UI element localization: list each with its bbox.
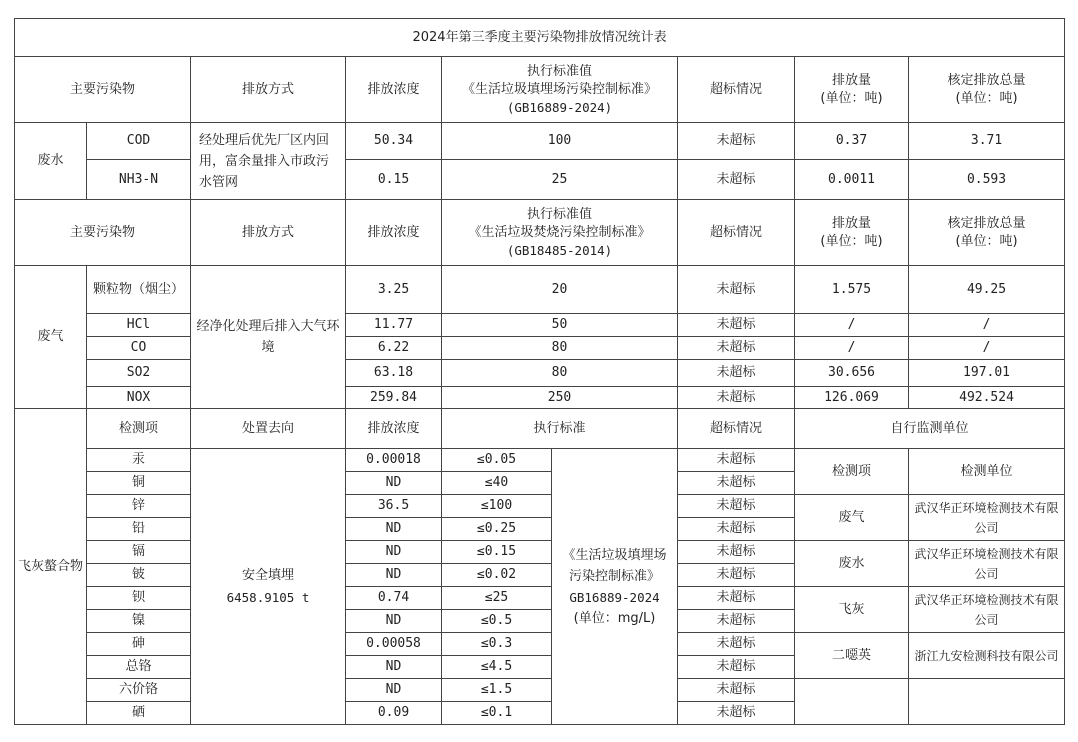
ash-conc: 0.00058	[346, 633, 442, 656]
ash-item: 铅	[87, 518, 191, 541]
gas-total: 49.25	[909, 266, 1065, 314]
monitor-item: 飞灰	[795, 587, 909, 633]
ash-conc: ND	[346, 564, 442, 587]
table-row	[15, 449, 1065, 472]
ash-limit: ≤40	[442, 472, 552, 495]
water-total: 3.71	[909, 123, 1065, 160]
ash-exceed: 未超标	[678, 541, 795, 564]
table-row	[15, 160, 1065, 200]
ash-item: 砷	[87, 633, 191, 656]
monitor-item: 废气	[795, 495, 909, 541]
water-hdr-total: 核定排放总量 (单位：吨)	[909, 57, 1065, 123]
ash-exceed: 未超标	[678, 495, 795, 518]
ash-hdr-conc: 排放浓度	[346, 409, 442, 449]
gas-amount: 1.575	[795, 266, 909, 314]
gas-hdr-amount: 排放量 (单位：吨)	[795, 200, 909, 266]
monitor-unit: 武汉华正环境检测技术有限公司	[909, 587, 1065, 633]
water-method: 经处理后优先厂区内回用，富余量排入市政污水管网	[191, 123, 346, 200]
monitor-unit: 武汉华正环境检测技术有限公司	[909, 541, 1065, 587]
water-category: 废水	[15, 123, 87, 200]
ash-exceed: 未超标	[678, 610, 795, 633]
monitor-item: 废水	[795, 541, 909, 587]
ash-hdr-standard: 执行标准	[442, 409, 678, 449]
ash-category: 飞灰螯合物	[15, 409, 87, 725]
gas-exceed: 未超标	[678, 387, 795, 409]
table-row	[15, 360, 1065, 387]
table-row	[15, 337, 1065, 360]
table-row	[15, 387, 1065, 409]
gas-item: 颗粒物（烟尘）	[87, 266, 191, 314]
ash-limit: ≤0.15	[442, 541, 552, 564]
ash-conc: ND	[346, 679, 442, 702]
ash-exceed: 未超标	[678, 656, 795, 679]
water-hdr-exceed: 超标情况	[678, 57, 795, 123]
ash-limit: ≤1.5	[442, 679, 552, 702]
gas-item: HCl	[87, 314, 191, 337]
ash-limit: ≤0.3	[442, 633, 552, 656]
ash-exceed: 未超标	[678, 449, 795, 472]
monitor-hdr-item: 检测项	[795, 449, 909, 495]
ash-conc: 0.74	[346, 587, 442, 610]
table-row	[15, 541, 1065, 564]
gas-total: /	[909, 314, 1065, 337]
gas-amount: 30.656	[795, 360, 909, 387]
monitor-hdr-unit: 检测单位	[909, 449, 1065, 495]
gas-item: SO2	[87, 360, 191, 387]
ash-exceed: 未超标	[678, 587, 795, 610]
ash-exceed: 未超标	[678, 702, 795, 725]
gas-amount: /	[795, 314, 909, 337]
gas-std: 50	[442, 314, 678, 337]
monitor-item: 二噁英	[795, 633, 909, 679]
ash-limit: ≤25	[442, 587, 552, 610]
ash-hdr-disposal: 处置去向	[191, 409, 346, 449]
ash-item: 铍	[87, 564, 191, 587]
gas-amount: /	[795, 337, 909, 360]
gas-hdr-standard: 执行标准值 《生活垃圾焚烧污染控制标准》 (GB18485-2014)	[442, 200, 678, 266]
gas-method: 经净化处理后排入大气环境	[191, 266, 346, 409]
gas-category: 废气	[15, 266, 87, 409]
table-row	[15, 495, 1065, 518]
water-hdr-standard: 执行标准值 《生活垃圾填埋场污染控制标准》 (GB16889-2024)	[442, 57, 678, 123]
gas-conc: 11.77	[346, 314, 442, 337]
ash-item: 六价铬	[87, 679, 191, 702]
gas-hdr-method: 排放方式	[191, 200, 346, 266]
water-conc: 50.34	[346, 123, 442, 160]
water-amount: 0.0011	[795, 160, 909, 200]
ash-conc: 36.5	[346, 495, 442, 518]
gas-exceed: 未超标	[678, 266, 795, 314]
ash-item: 硒	[87, 702, 191, 725]
water-amount: 0.37	[795, 123, 909, 160]
ash-item: 总铬	[87, 656, 191, 679]
ash-limit: ≤0.5	[442, 610, 552, 633]
gas-hdr-pollutant: 主要污染物	[15, 200, 191, 266]
gas-hdr-conc: 排放浓度	[346, 200, 442, 266]
ash-limit: ≤100	[442, 495, 552, 518]
ash-item: 镉	[87, 541, 191, 564]
water-item: COD	[87, 123, 191, 160]
ash-limit: ≤0.25	[442, 518, 552, 541]
ash-conc: ND	[346, 610, 442, 633]
ash-exceed: 未超标	[678, 564, 795, 587]
report-title: 2024年第三季度主要污染物排放情况统计表	[15, 19, 1065, 57]
water-hdr-conc: 排放浓度	[346, 57, 442, 123]
ash-item: 钡	[87, 587, 191, 610]
ash-header-row	[15, 409, 1065, 449]
ash-disposal: 安全填埋 6458.9105 t	[191, 449, 346, 725]
ash-exceed: 未超标	[678, 472, 795, 495]
table-row	[15, 266, 1065, 314]
ash-item: 铜	[87, 472, 191, 495]
ash-hdr-monitor: 自行监测单位	[795, 409, 1065, 449]
gas-total: 197.01	[909, 360, 1065, 387]
gas-item: CO	[87, 337, 191, 360]
water-hdr-amount: 排放量 (单位：吨)	[795, 57, 909, 123]
water-total: 0.593	[909, 160, 1065, 200]
pollutant-report-table	[14, 18, 1065, 725]
water-header-row	[15, 57, 1065, 123]
table-row	[15, 123, 1065, 160]
gas-std: 250	[442, 387, 678, 409]
ash-hdr-exceed: 超标情况	[678, 409, 795, 449]
gas-amount: 126.069	[795, 387, 909, 409]
water-item: NH3-N	[87, 160, 191, 200]
gas-header-row	[15, 200, 1065, 266]
table-row	[15, 679, 1065, 702]
ash-conc: ND	[346, 656, 442, 679]
ash-exceed: 未超标	[678, 518, 795, 541]
ash-conc: ND	[346, 518, 442, 541]
gas-total: 492.524	[909, 387, 1065, 409]
gas-conc: 6.22	[346, 337, 442, 360]
ash-limit: ≤0.1	[442, 702, 552, 725]
ash-limit: ≤4.5	[442, 656, 552, 679]
monitor-unit: 武汉华正环境检测技术有限公司	[909, 495, 1065, 541]
gas-total: /	[909, 337, 1065, 360]
ash-limit: ≤0.02	[442, 564, 552, 587]
ash-item: 镍	[87, 610, 191, 633]
monitor-empty-cell	[909, 679, 1065, 725]
water-hdr-method: 排放方式	[191, 57, 346, 123]
ash-item: 锌	[87, 495, 191, 518]
water-exceed: 未超标	[678, 123, 795, 160]
water-std: 100	[442, 123, 678, 160]
gas-conc: 259.84	[346, 387, 442, 409]
monitor-unit: 浙江九安检测科技有限公司	[909, 633, 1065, 679]
table-row	[15, 314, 1065, 337]
ash-conc: ND	[346, 472, 442, 495]
gas-item: NOX	[87, 387, 191, 409]
monitor-empty-cell	[795, 679, 909, 725]
ash-hdr-item: 检测项	[87, 409, 191, 449]
ash-item: 汞	[87, 449, 191, 472]
ash-exceed: 未超标	[678, 679, 795, 702]
ash-limit: ≤0.05	[442, 449, 552, 472]
gas-std: 20	[442, 266, 678, 314]
table-row	[15, 633, 1065, 656]
ash-conc: 0.09	[346, 702, 442, 725]
ash-conc: ND	[346, 541, 442, 564]
ash-conc: 0.00018	[346, 449, 442, 472]
water-exceed: 未超标	[678, 160, 795, 200]
gas-hdr-exceed: 超标情况	[678, 200, 795, 266]
water-conc: 0.15	[346, 160, 442, 200]
gas-conc: 3.25	[346, 266, 442, 314]
ash-standard: 《生活垃圾填埋场污染控制标准》 GB16889-2024 (单位：mg/L)	[552, 449, 678, 725]
gas-conc: 63.18	[346, 360, 442, 387]
gas-std: 80	[442, 337, 678, 360]
table-row	[15, 587, 1065, 610]
gas-hdr-total: 核定排放总量 (单位：吨)	[909, 200, 1065, 266]
water-hdr-pollutant: 主要污染物	[15, 57, 191, 123]
ash-exceed: 未超标	[678, 633, 795, 656]
gas-exceed: 未超标	[678, 314, 795, 337]
gas-exceed: 未超标	[678, 337, 795, 360]
gas-std: 80	[442, 360, 678, 387]
water-std: 25	[442, 160, 678, 200]
gas-exceed: 未超标	[678, 360, 795, 387]
